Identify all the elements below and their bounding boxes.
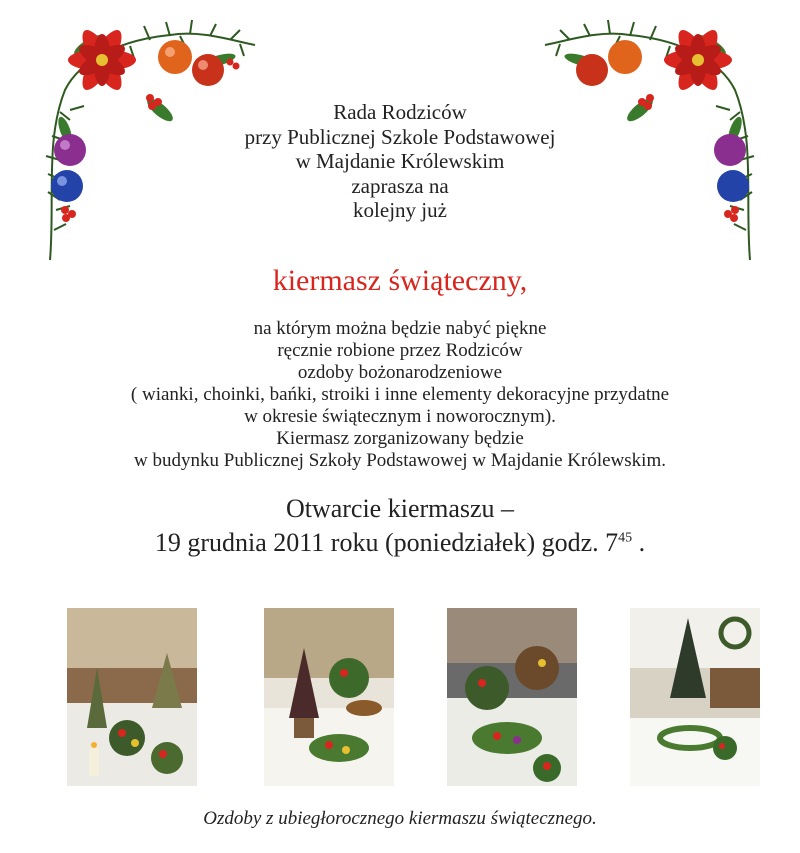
- description-line: na którym można będzie nabyć piękne: [253, 318, 547, 339]
- organizer-line: Rada Rodziców: [333, 100, 467, 124]
- description-line: w budynku Publicznej Szkoły Podstawowej w Majdanie Królewskim.: [134, 450, 666, 471]
- opening-minutes: 45: [618, 530, 633, 546]
- description-line: Kiermasz zorganizowany będzie: [276, 428, 524, 449]
- location-line: w Majdanie Królewskim: [295, 149, 505, 173]
- photo-caption: Ozdoby z ubiegłorocznego kiermaszu świątecznego.: [203, 808, 597, 829]
- description-line: ozdoby bożonarodzeniowe: [297, 362, 503, 383]
- school-line: przy Publicznej Szkole Podstawowej: [244, 124, 556, 149]
- another-line: kolejny już: [353, 198, 447, 222]
- opening-date: [0, 526, 800, 560]
- opening-info: [0, 492, 800, 560]
- decorations-photo-3: [447, 608, 577, 786]
- decorations-photo-1: [67, 608, 197, 786]
- description-line: w okresie świątecznym i noworocznym).: [244, 406, 556, 427]
- invitation-intro: [0, 100, 800, 223]
- opening-date-text: 19 grudnia 2011 roku (poniedziałek) godz. 7: [154, 528, 619, 557]
- event-headline: kiermasz świąteczny,: [272, 264, 528, 297]
- decorations-photo-2: [264, 608, 394, 786]
- invites-line: zaprasza na: [351, 173, 449, 198]
- description-line: ręcznie robione przez Rodziców: [277, 340, 523, 361]
- description-line: ( wianki, choinki, bańki, stroiki i inne elementy dekoracyjne przydatne: [130, 384, 670, 405]
- opening-date-suffix: .: [632, 528, 646, 557]
- opening-title: Otwarcie kiermaszu –: [285, 494, 515, 523]
- event-description: [0, 318, 800, 472]
- decorations-photo-4: [630, 608, 760, 786]
